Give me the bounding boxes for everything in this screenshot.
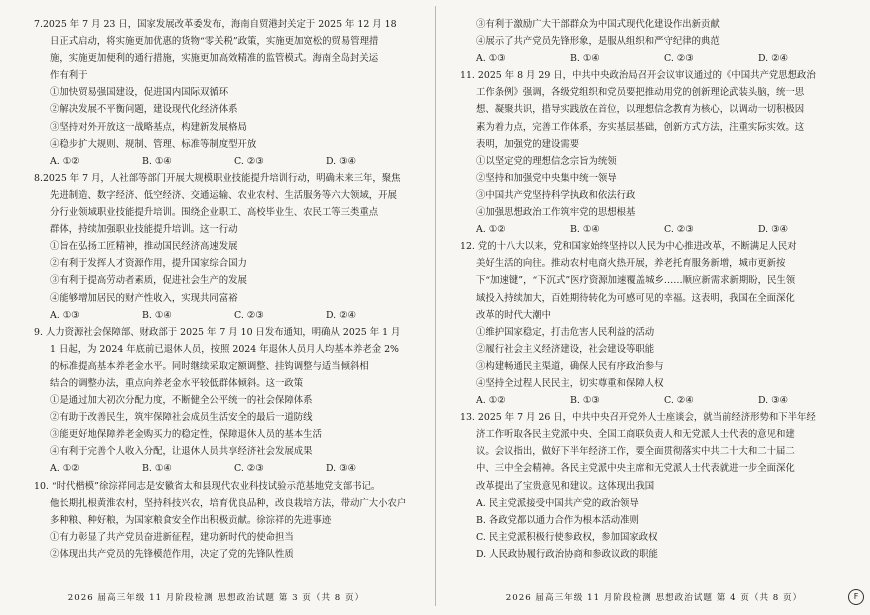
answer-choice: A. ①②: [50, 155, 80, 167]
question-q10_cont: [460, 16, 852, 67]
question-stem: [34, 170, 418, 238]
option-item: ③中国共产党坚持科学执政和依法行政: [476, 189, 636, 201]
stem-line: 改革提出了宝贵意见和建议。这体现出我国: [476, 480, 655, 492]
stem-line: 12. 党的十八大以来，党和国家始终坚持以人民为中心推进改革，不断满足人民对: [460, 241, 797, 253]
stem-line: 日正式启动，将实施更加优惠的货物“零关税”政策，实施更加宽松的贸易管理措: [50, 36, 379, 48]
question-stem: [34, 324, 418, 392]
question-q10: [34, 478, 418, 563]
stem-line: 的标准提高基本养老金水平。同时继续采取定额调整、挂钩调整与适当倾斜相: [50, 360, 369, 372]
question-q8: [34, 170, 418, 324]
option-item: ③能更好地保障养老金购买力的稳定性，保障退休人员的基本生活: [50, 429, 322, 441]
answer-choice: A. ①②: [476, 224, 506, 236]
option-item: ②有利于发挥人才资源作用，提升国家综合国力: [50, 258, 247, 270]
stem-line: 域投入持续加大，百姓期待转化为可感可见的幸福。这表明，我国在全面深化: [476, 292, 795, 304]
stem-line: 作有利于: [50, 70, 88, 82]
answer-choice: D. ②④: [758, 53, 788, 65]
stem-line: 素为着力点，完善工作体系，夯实基层基础，创新方式方法，注重实际实效。这: [476, 121, 805, 133]
stem-line: 群体，持续加强职业技能提升培训。这一行动: [50, 224, 238, 236]
answer-choice: B. ①④: [570, 224, 600, 236]
answer-choice: D. ③④: [326, 463, 356, 475]
option-item: ④展示了共产党员先锋形象，是服从组织和严守纪律的典范: [476, 36, 720, 48]
answer-choices: [460, 221, 852, 238]
question-stem: [460, 67, 852, 152]
answer-choice: C. ②③: [664, 53, 694, 65]
answer-choice: C. ②③: [234, 463, 264, 475]
answer-choices: [460, 392, 852, 409]
option-item: ②体现出共产党员的先锋模范作用，决定了党的先锋队性质: [50, 548, 294, 560]
option-item: ①有力彰显了共产党员奋进新征程，建功新时代的使命担当: [50, 531, 294, 543]
stem-line: 1 日起，为 2024 年底前已退休人员，按照 2024 年退休人员月人均基本养老金 2%: [50, 343, 399, 355]
option-item: ②有助于改善民生，筑牢保障社会成员生活安全的最后一道防线: [50, 412, 313, 424]
answer-choice: B. ①③: [570, 395, 600, 407]
page-3: [0, 0, 432, 615]
stem-line: 济工作听取各民主党派中央、全国工商联负责人和无党派人士代表的意见和建: [476, 429, 795, 441]
stem-line: 10. “时代楷模”徐淙祥同志是安徽省太和县现代农业科技试验示范基地党支部书记。: [34, 480, 381, 492]
option-item: ④有利于完善个人收入分配，让退休人员共享经济社会发展成果: [50, 446, 313, 458]
question-q9: [34, 324, 418, 478]
option-item: ②解决发展不平衡问题，建设现代化经济体系: [50, 104, 238, 116]
option-item: ①维护国家稳定，打击危害人民利益的活动: [476, 326, 655, 338]
stem-line: 13. 2025 年 7 月 26 日，中共中央召开党外人士座谈会，就当前经济形势和下半年经: [460, 412, 816, 424]
stem-line: 先进制造、数字经济、低空经济、交通运输、农业农村、生活服务等六大领域，开展: [50, 189, 397, 201]
option-item: ①旨在弘扬工匠精神，推动国民经济高速发展: [50, 241, 238, 253]
answer-choices: [34, 460, 418, 477]
page-4: [438, 0, 870, 615]
answer-choice: C. ②③: [234, 155, 264, 167]
answer-choice: D. ③④: [758, 395, 788, 407]
answer-choices: [34, 307, 418, 324]
option-item: ③构建畅通民主渠道，确保人民有序政治参与: [476, 360, 664, 372]
stem-line: 多种粮、种好粮，为国家粮食安全作出积极贡献。徐淙祥的先进事迹: [50, 514, 332, 526]
stem-line: 中、三中全会精神。各民主党派中央主席和无党派人士代表就进一步全面深化: [476, 463, 795, 475]
answer-choice: A. ①②: [50, 463, 80, 475]
stem-line: 结合的调整办法，重点向养老金水平较低群体倾斜。这一政策: [50, 377, 304, 389]
stem-line: 美好生活的向往。推动农村电商火热开展，养老托育服务新增，城市更新按: [476, 258, 786, 270]
option-item: A. 民主党派接受中国共产党的政治领导: [476, 497, 639, 509]
answer-choice: A. ①③: [50, 309, 80, 321]
version-mark: F: [848, 589, 864, 605]
answer-choices: [34, 153, 418, 170]
stem-line: 11. 2025 年 8 月 29 日，中共中央政治局召开会议审议通过的《中国共产党思想政治: [460, 70, 816, 82]
stem-line: 表明，加强党的建设需要: [476, 138, 580, 150]
option-item: ②履行社会主义经济建设，社会建设等职能: [476, 343, 655, 355]
answer-choice: B. ①④: [142, 309, 172, 321]
option-item: ④加强思想政治工作筑牢党的思想根基: [476, 207, 636, 219]
question-stem: [460, 238, 852, 323]
question-stem: [34, 478, 418, 529]
option-item: D. 人民政协履行政治协商和参政议政的职能: [476, 548, 658, 560]
option-item: ③坚持对外开放这一战略基点，构建新发展格局: [50, 121, 247, 133]
question-q12: [460, 238, 852, 409]
option-item: ③有利于激励广大干部群众为中国式现代化建设作出新贡献: [476, 19, 720, 30]
stem-line: 工作条例》强调，各级党组织和党员要把推动用党的创新理论武装头脑，统一思: [476, 87, 805, 99]
question-q13: [460, 409, 852, 563]
option-item: ③有利于提高劳动者素质，促进社会生产的发展: [50, 275, 247, 287]
answer-choice: A. ①②: [476, 395, 506, 407]
option-item: C. 民主党派积极行使参政权，参加国家政权: [476, 531, 658, 543]
option-item: ②坚持和加强党中央集中统一领导: [476, 172, 617, 184]
answer-choice: C. ②③: [234, 309, 264, 321]
question-q11: [460, 67, 852, 238]
stem-line: 改革的时代大潮中: [476, 309, 552, 321]
answer-choice: B. ①④: [570, 53, 600, 65]
option-item: ①是通过加大初次分配力度，不断健全公平统一的社会保障体系: [50, 395, 313, 407]
question-stem: [460, 409, 852, 494]
answer-choice: C. ②③: [664, 224, 694, 236]
option-item: ④能够增加居民的财产性收入，实现共同富裕: [50, 292, 238, 304]
stem-line: 施，实施更加便利的通行措施，实施更加高效精准的监管模式。海南全岛封关运: [50, 53, 379, 65]
stem-line: 7.2025 年 7 月 23 日，国家发展改革委发布，海南自贸港封关定于 2025 年 12 月 18: [34, 19, 397, 30]
answer-choice: B. ①④: [142, 463, 172, 475]
answer-choice: B. ①④: [142, 155, 172, 167]
page-footer-right: 2026 届高三年级 11 月阶段检测 思想政治试题 第 4 页（共 8 页）: [505, 593, 803, 603]
option-item: B. 各政党都以通力合作为根本活动准则: [476, 514, 639, 526]
stem-line: 他长期扎根黄淮农村，坚持科技兴农，培育优良品种，改良栽培方法，带动广大小农户: [50, 497, 407, 509]
answer-choices: [460, 50, 852, 67]
stem-line: 议。会议指出，做好下半年经济工作，要全面贯彻落实中共二十大和二十届二: [476, 446, 795, 458]
answer-choice: D. ②④: [326, 309, 356, 321]
question-q7: [34, 16, 418, 170]
answer-choice: C. ②④: [664, 395, 694, 407]
stem-line: 下“加速键”，“下沉式”医疗资源加速覆盖城乡……顺应新需求新期盼，民生领: [476, 275, 796, 287]
question-stem: [34, 16, 418, 84]
page-divider: [435, 6, 436, 606]
stem-line: 8.2025 年 7 月，人社部等部门开展大规模职业技能提升培训行动，明确未来三年，聚焦: [34, 172, 401, 184]
answer-choice: D. ③④: [326, 155, 356, 167]
stem-line: 想、凝聚共识，措导实践放在首位，以理想信念教育为核心，以调动一切积极因: [476, 104, 805, 116]
stem-line: 分行业领域职业技能提升培训。围绕企业职工、高校毕业生、农民工等三类重点: [50, 207, 379, 219]
stem-line: 9. 人力资源社会保障部、财政部于 2025 年 7 月 10 日发布通知，明确从 2025 年 1 月: [34, 326, 401, 338]
option-item: ①以坚定党的理想信念宗旨为统领: [476, 155, 617, 167]
answer-choice: A. ①③: [476, 53, 506, 65]
option-item: ④坚持全过程人民民主，切实尊重和保障人权: [476, 377, 664, 389]
page-footer-left: 2026 届高三年级 11 月阶段检测 思想政治试题 第 3 页（共 8 页）: [67, 593, 365, 603]
option-item: ④稳步扩大规则、规制、管理、标准等制度型开放: [50, 138, 257, 150]
option-item: ①加快贸易强国建设，促进国内国际双循环: [50, 87, 229, 99]
answer-choice: D. ③④: [758, 224, 788, 236]
